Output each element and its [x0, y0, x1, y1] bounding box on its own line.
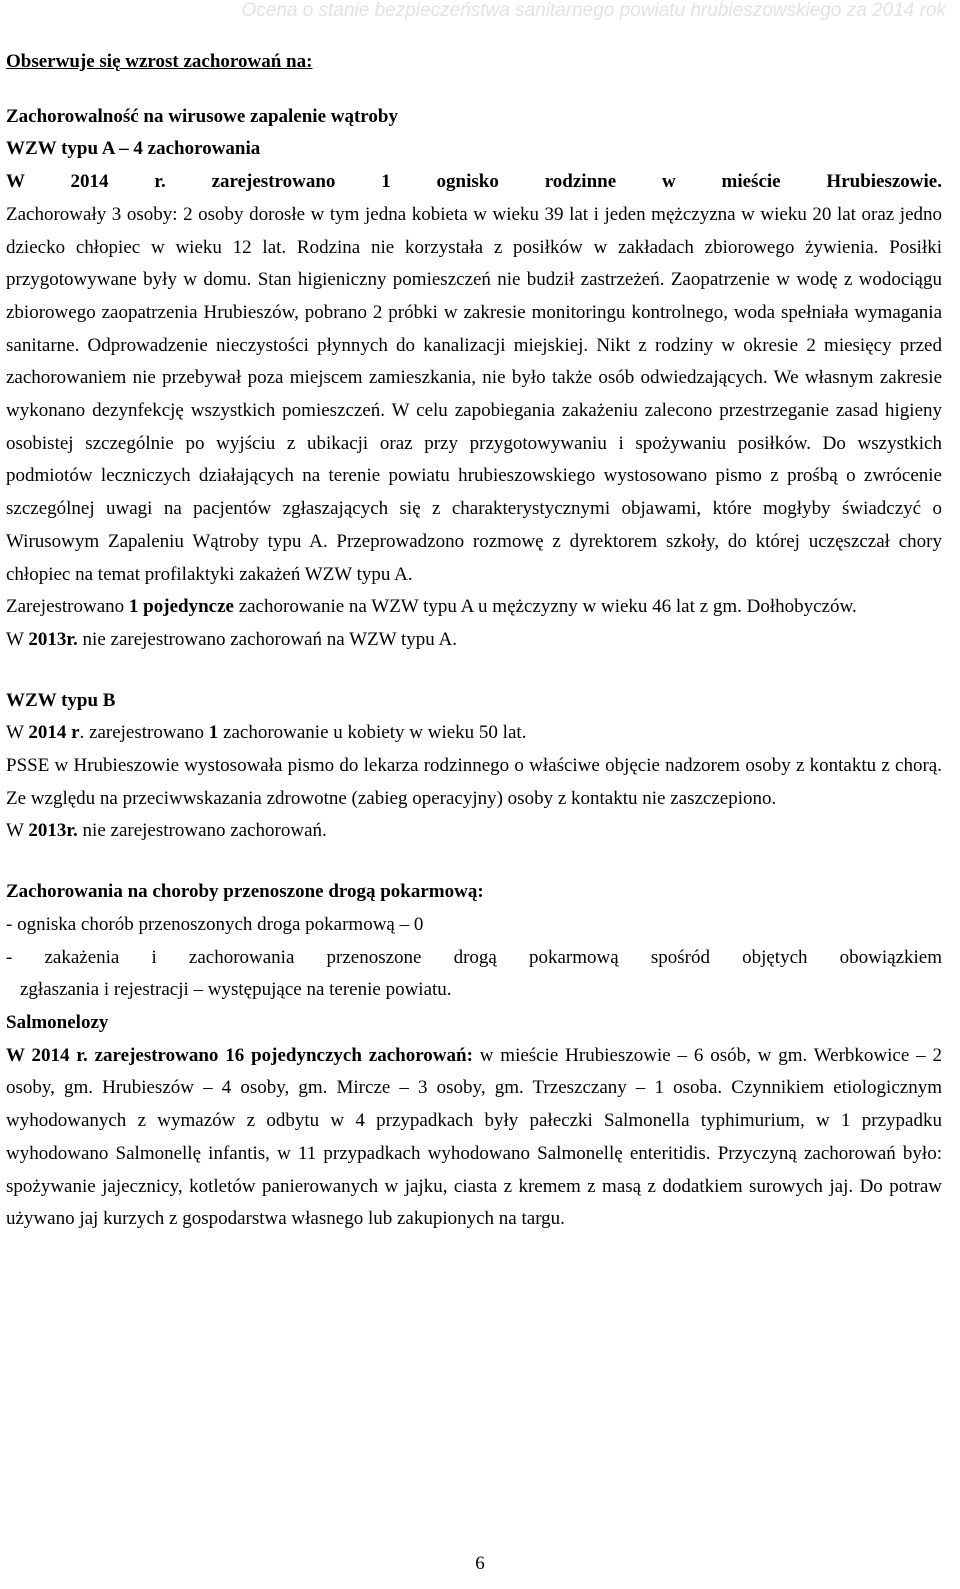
running-header: [0, 0, 960, 40]
wzw-b-paragraph: PSSE w Hrubieszowie wystosowała pismo do lekarza rodzinnego o właściwe objęcie nadzorem osoby z kontaktu z chorą. Ze względu na przeciwwskazania zdrowotne (zabieg operacyjny) osoby z kontaktu nie zaszczepiono.: [6, 755, 942, 809]
document-body: [6, 46, 942, 1236]
wzw-a-heading: WZW typu A – 4 zachorowania: [6, 138, 261, 160]
salmonella-heading: Salmonelozy: [6, 1011, 109, 1033]
running-title: Ocena o stanie bezpieczeństwa sanitarnego powiatu hrubieszowskiego za 2014 rok: [241, 0, 946, 21]
wzw-title: Zachorowalność na wirusowe zapalenie wątroby: [6, 105, 398, 127]
section-heading: Obserwuje się wzrost zachorowań na:: [6, 51, 313, 72]
page-number: 6: [475, 1553, 485, 1574]
food-item-infections-line2: zgłaszania i rejestracji – występujące na terenie powiatu.: [20, 979, 452, 1001]
wzw-b-2014: W 2014 r. zarejestrowano 1 zachorowanie u kobiety w wieku 50 lat.: [6, 722, 527, 744]
wzw-a-2013: W 2013r. nie zarejestrowano zachorowań na WZW typu A.: [6, 628, 457, 650]
wzw-a-single-case: Zarejestrowano 1 pojedyncze zachorowanie na WZW typu A u mężczyzny w wieku 46 lat z gm. Dołhobyczów.: [6, 596, 857, 618]
food-item-infections-line1: - zakażenia i zachorowania przenoszone drogą pokarmową spośród objętych obowiązkiem: [6, 946, 942, 968]
wzw-a-outbreak-line: W 2014 r. zarejestrowano 1 ognisko rodzinne w mieście Hrubieszowie.: [6, 171, 942, 193]
wzw-a-paragraph: Zachorowały 3 osoby: 2 osoby dorosłe w tym jedna kobieta w wieku 39 lat i jeden mężczyzna w wieku 20 lat oraz jedno dziecko chłopiec w wieku 12 lat. Rodzina nie korzystała z posiłków w zakładach zbiorowego żywienia. Posiłki przygotowywane były w domu. Stan higieniczny pomieszczeń nie budził zastrzeżeń. Zaopatrzenie w wodę z wodociągu zbiorowego zaopatrzenia Hrubieszów, pobrano 2 próbki w zakresie monitoringu kontrolnego, woda spełniała wymagania sanitarne. Odprowadzenie nieczystości płynnych do kanalizacji miejskiej. Nikt z rodziny w okresie 2 miesięcy przed zachorowaniem nie przebywał poza miejscem zamieszkania, nie było także osób odwiedzających. We własnym zakresie wykonano dezynfekcję wszystkich pomieszczeń. W celu zapobiegania zakażeniu zalecono przestrzeganie zasad higieny osobistej szczególnie po wyjściu z ubikacji oraz przy przygotowywaniu i spożywaniu posiłków. Do wszystkich podmiotów leczniczych działających na terenie powiatu hrubieszowskiego wystosowano pismo z prośbą o zwrócenie szczególnej uwagi na pacjentów zgłaszających się z charakterystycznymi objawami, które mogłyby świadczyć o Wirusowym Zapaleniu Wątroby typu A. Przeprowadzono rozmowę z dyrektorem szkoły, do której uczęszczał chory chłopiec na temat profilaktyki zakażeń WZW typu A.: [6, 203, 942, 585]
wzw-b-heading: WZW typu B: [6, 689, 116, 711]
food-item-outbreaks: - ogniska chorób przenoszonych droga pokarmową – 0: [6, 913, 424, 935]
salmonella-paragraph: W 2014 r. zarejestrowano 16 pojedynczych zachorowań: w mieście Hrubieszowie – 6 osób, w gm. Werbkowice – 2 osoby, gm. Hrubieszów – 4 osoby, gm. Mircze – 3 osoby, gm. Trzeszczany – 1 osoba. Czynnikiem etiologicznym wyhodowanych z wymazów z odbytu w 4 przypadkach były pałeczki Salmonella typhimurium, w 1 przypadku wyhodowano Salmonellę infantis, w 11 przypadkach wyhodowano Salmonellę enteritidis. Przyczyną zachorowań było: spożywanie jajecznicy, kotletów panierowanych w jajku, ciasta z kremem z masą z dodatkiem surowych jaj. Do potraw używano jaj kurzych z gospodarstwa własnego lub zakupionych na targu.: [6, 1044, 942, 1230]
food-heading: Zachorowania na choroby przenoszone drogą pokarmową:: [6, 881, 484, 903]
wzw-b-2013: W 2013r. nie zarejestrowano zachorowań.: [6, 820, 327, 842]
